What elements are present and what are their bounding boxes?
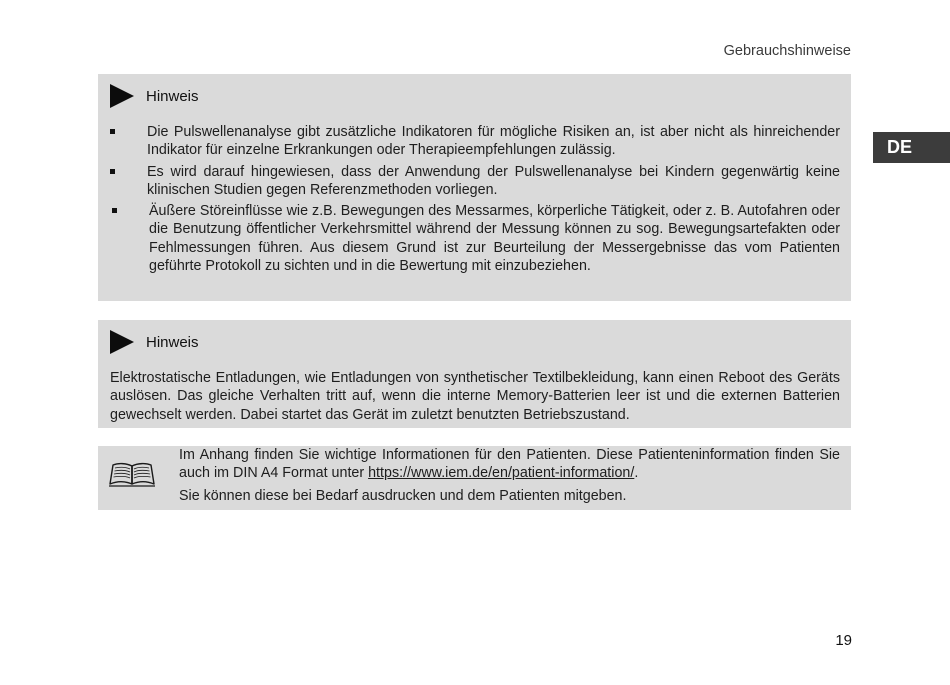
page-number: 19	[835, 632, 852, 649]
notice-bullet-item: Die Pulswellenanalyse gibt zusätzliche Indikatoren für mögliche Risiken an, ist aber nicht als hinreichender Indikator für einzelne Erkrankungen oder Therapieempfehlungen zulässig.	[98, 123, 840, 160]
language-tab-de: DE	[873, 132, 950, 163]
notice-bullet-item: Es wird darauf hingewiesen, dass der Anwendung der Pulswellenanalyse bei Kindern gegenwärtig keine klinischen Studien gegen Referenzmethoden vorliegen.	[98, 163, 840, 200]
notice-title: Hinweis	[146, 333, 199, 351]
info-second-line: Sie können diese bei Bedarf ausdrucken und dem Patienten mitgeben.	[179, 487, 627, 504]
info-text-before-link: Im Anhang finden Sie wichtige Informationen für den Patienten. Diese Patienteninformation finden Sie auch im DIN A4 Format unter	[179, 447, 840, 482]
notice-bullet-item: Äußere Störeinflüsse wie z.B. Bewegungen des Messarmes, körperliche Tätigkeit, oder z. B. Autofahren oder die Benutzung öffentlicher Verkehrsmittel während der Messung können zu sog. Bewegungsartefakten oder Fehlmessungen führen. Aus diesem Grund ist zur Beurteilung der Messergebnisse das vom Patienten geführte Protokoll zu sichten und in die Bewertung mit einzubeziehen.	[98, 202, 840, 275]
notice-bullet-list	[98, 123, 840, 278]
notice-paragraph: Elektrostatische Entladungen, wie Entladungen von synthetischer Textilbekleidung, kann einen Reboot des Geräts auslösen. Das gleiche Verhalten tritt auf, wenn die interne Memory-Batterien leer ist und die externen Batterien gewechselt werden. Dabei startet das Gerät im zuletzt benutzten Betriebszustand.	[110, 370, 840, 423]
notice-header	[110, 330, 199, 354]
info-paragraph	[179, 446, 840, 483]
info-text	[179, 446, 840, 505]
notice-box-electrostatic	[98, 320, 851, 428]
page-header-title: Gebrauchshinweise	[723, 43, 851, 59]
info-box-patient-information	[98, 446, 851, 510]
info-text-after-link: .	[634, 465, 639, 482]
warning-triangle-icon	[110, 84, 134, 108]
notice-title: Hinweis	[146, 87, 199, 105]
warning-triangle-icon	[110, 330, 134, 354]
notice-box-pulse-wave	[98, 74, 851, 301]
patient-information-link[interactable]: https://www.iem.de/en/patient-information/	[368, 465, 635, 482]
book-icon	[109, 458, 156, 488]
notice-header	[110, 84, 199, 108]
